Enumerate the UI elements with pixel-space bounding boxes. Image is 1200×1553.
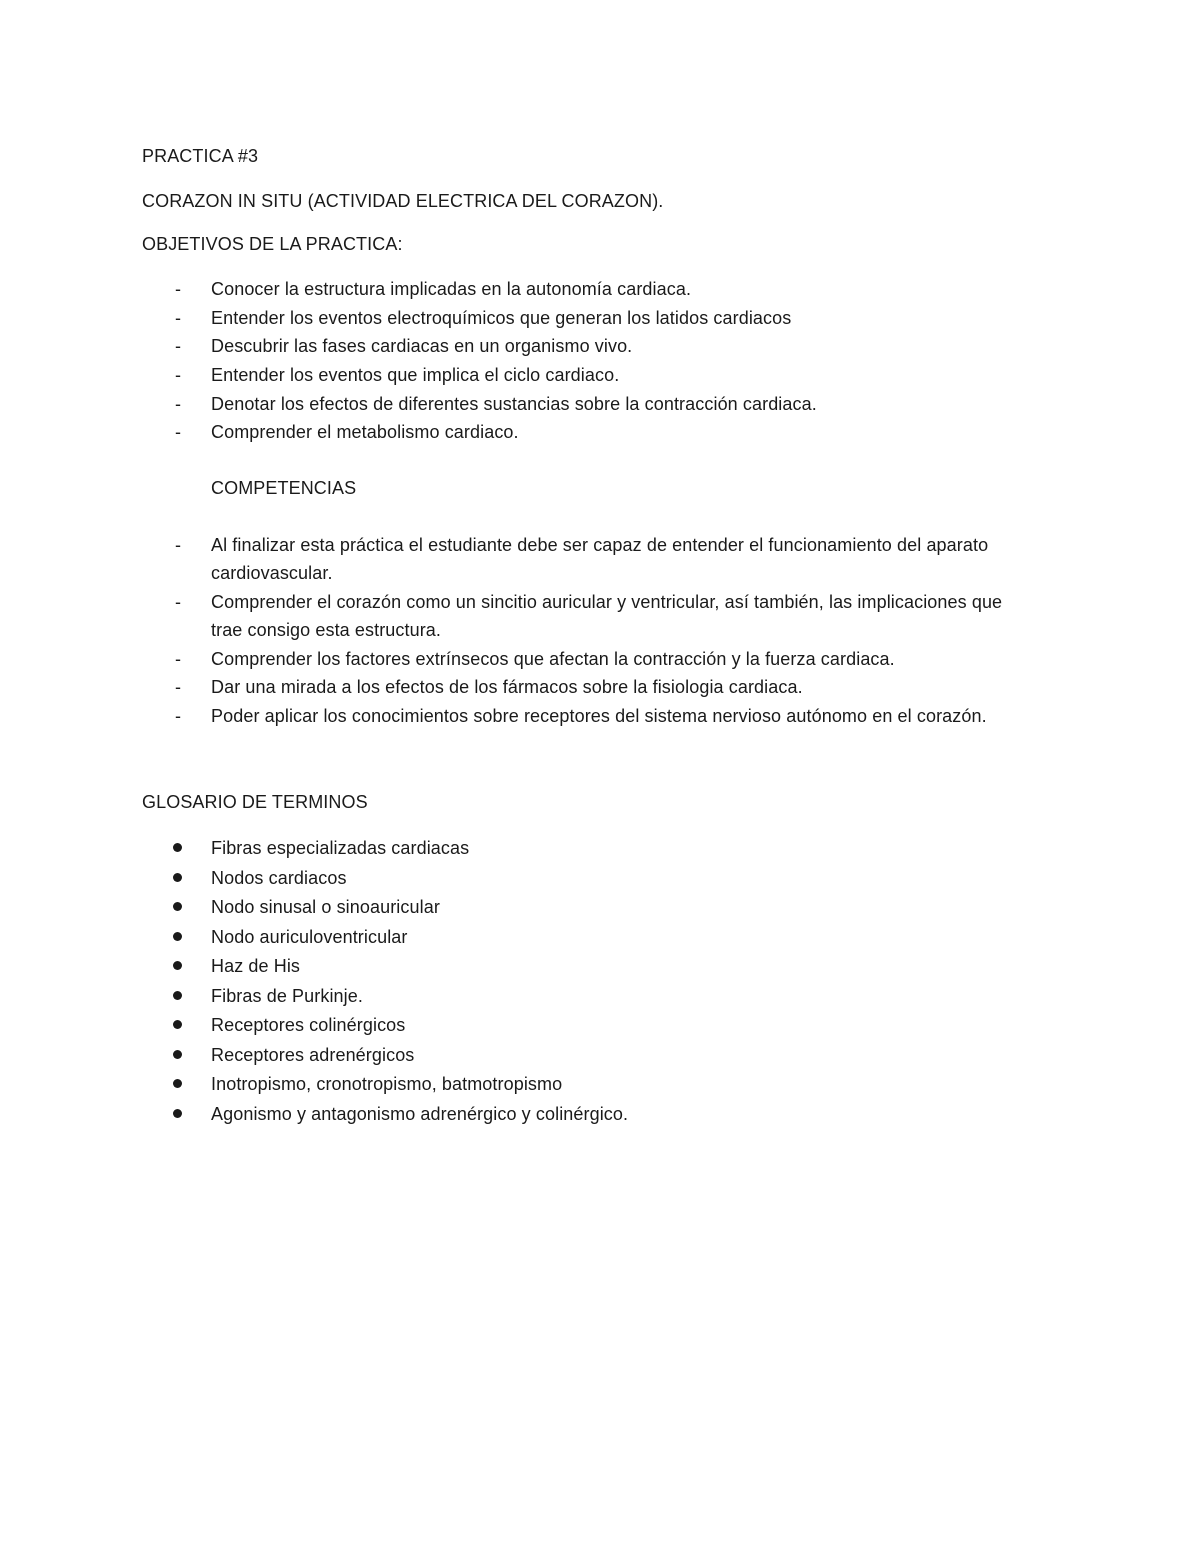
bullet-icon <box>173 1109 182 1118</box>
dash-marker: - <box>175 592 181 612</box>
glossary-term: Receptores colinérgicos <box>211 1015 406 1035</box>
objective-text: Comprender el metabolismo cardiaco. <box>211 422 519 442</box>
dash-marker: - <box>175 308 181 328</box>
glossary-term: Fibras de Purkinje. <box>211 986 363 1006</box>
bullet-icon <box>173 902 182 911</box>
competency-text-line1: Comprender el corazón como un sincitio auricular y ventricular, así también, las implicaciones que <box>211 592 1003 612</box>
bullet-icon <box>173 991 182 1000</box>
glossary-term: Agonismo y antagonismo adrenérgico y colinérgico. <box>211 1104 629 1124</box>
glossary-heading: GLOSARIO DE TERMINOS <box>142 792 368 812</box>
dash-marker: - <box>175 394 181 414</box>
dash-marker: - <box>175 336 181 356</box>
bullet-icon <box>173 1079 182 1088</box>
bullet-icon <box>173 961 182 970</box>
dash-marker: - <box>175 535 181 555</box>
dash-marker: - <box>175 365 181 385</box>
competency-text-line1: Comprender los factores extrínsecos que afectan la contracción y la fuerza cardiaca. <box>211 649 895 669</box>
glossary-term: Nodo sinusal o sinoauricular <box>211 897 440 917</box>
bullet-icon <box>173 932 182 941</box>
glossary-term: Haz de His <box>211 956 301 976</box>
objective-text: Descubrir las fases cardiacas en un organismo vivo. <box>211 336 633 356</box>
glossary-term: Inotropismo, cronotropismo, batmotropismo <box>211 1074 563 1094</box>
competency-text-line1: Al finalizar esta práctica el estudiante debe ser capaz de entender el funcionamiento del aparato <box>211 535 989 555</box>
objective-text: Entender los eventos electroquímicos que generan los latidos cardiacos <box>211 308 792 328</box>
objective-text: Entender los eventos que implica el ciclo cardiaco. <box>211 365 620 385</box>
bullet-icon <box>173 873 182 882</box>
dash-marker: - <box>175 706 181 726</box>
glossary-term: Receptores adrenérgicos <box>211 1045 415 1065</box>
objectives-heading: OBJETIVOS DE LA PRACTICA: <box>142 234 403 254</box>
competency-text-line1: Dar una mirada a los efectos de los fármacos sobre la fisiologia cardiaca. <box>211 677 803 697</box>
competency-text-line2: cardiovascular. <box>211 563 333 583</box>
competency-text-line1: Poder aplicar los conocimientos sobre receptores del sistema nervioso autónomo en el corazón. <box>211 706 987 726</box>
objective-text: Conocer la estructura implicadas en la autonomía cardiaca. <box>211 279 692 299</box>
bullet-icon <box>173 1050 182 1059</box>
document-title: PRACTICA #3 <box>142 146 259 166</box>
glossary-term: Nodo auriculoventricular <box>211 927 408 947</box>
objective-text: Denotar los efectos de diferentes sustancias sobre la contracción cardiaca. <box>211 394 817 414</box>
bullet-icon <box>173 1020 182 1029</box>
competency-text-line2: trae consigo esta estructura. <box>211 620 442 640</box>
dash-marker: - <box>175 279 181 299</box>
dash-marker: - <box>175 649 181 669</box>
dash-marker: - <box>175 422 181 442</box>
bullet-icon <box>173 843 182 852</box>
dash-marker: - <box>175 677 181 697</box>
document-subtitle: CORAZON IN SITU (ACTIVIDAD ELECTRICA DEL CORAZON). <box>142 191 664 211</box>
glossary-term: Nodos cardiacos <box>211 868 347 888</box>
glossary-term: Fibras especializadas cardiacas <box>211 838 470 858</box>
competencies-heading: COMPETENCIAS <box>211 478 357 498</box>
